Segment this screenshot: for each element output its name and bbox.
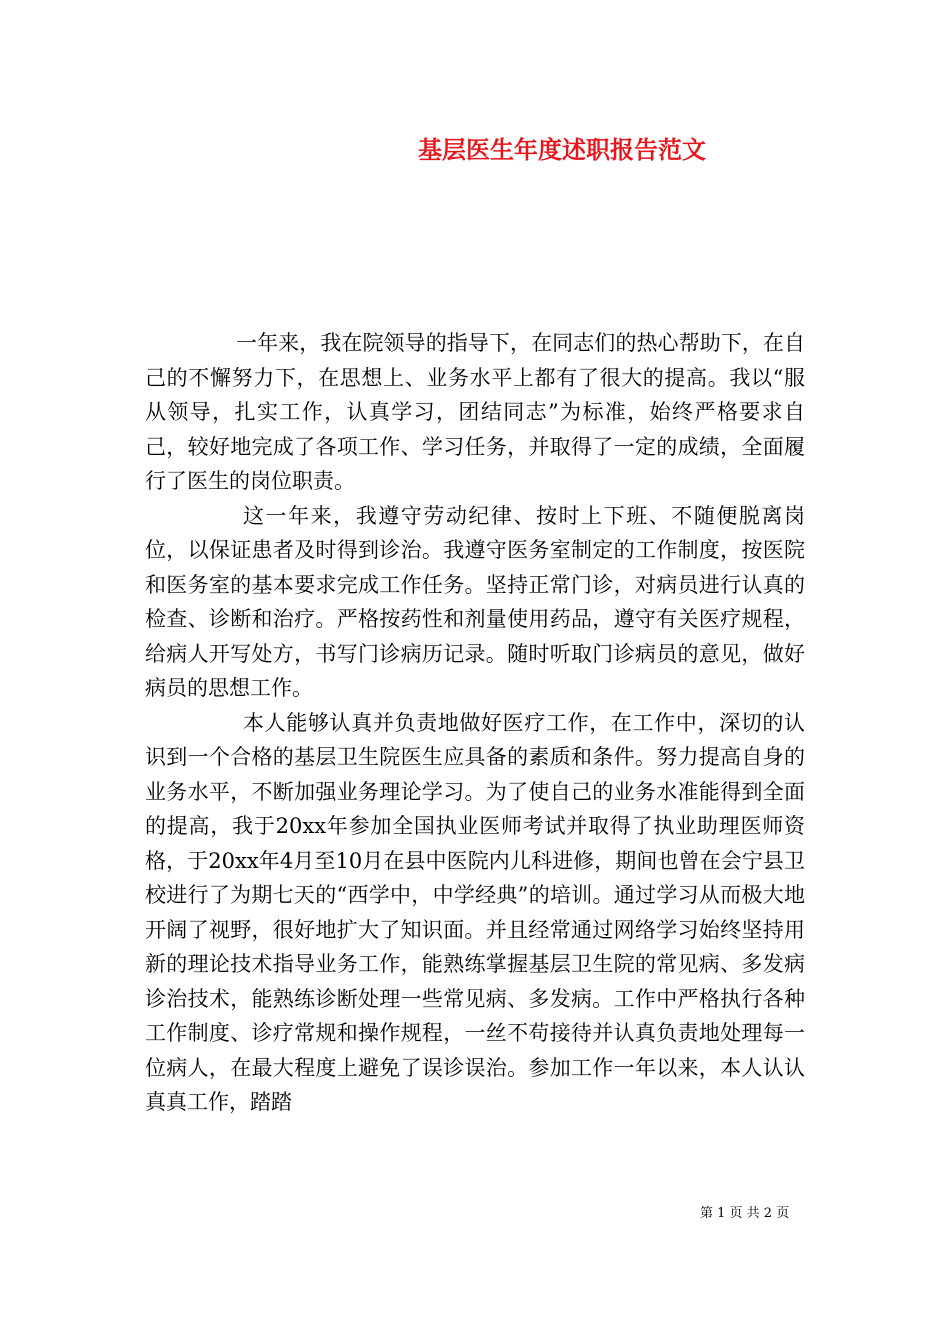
paragraph-3: 本人能够认真并负责地做好医疗工作，在工作中，深切的认识到一个合格的基层卫生院医生应具备的素质和条件。努力提高自身的业务水平，不断加强业务理论学习。为了使自己的业务水准能得到全面的提高，我于20xx年参加全国执业医师考试并取得了执业助理医师资格，于20xx年4月至10月在县中医院内儿科进修，期间也曾在会宁县卫校进行了为期七天的“西学中，中学经典”的培训。通过学习从而极大地开阔了视野，很好地扩大了知识面。并且经常通过网络学习始终坚持用新的理论技术指导业务工作，能熟练掌握基层卫生院的常见病、多发病诊治技术，能熟练诊断处理一些常见病、多发病。工作中严格执行各种工作制度、诊疗常规和操作规程，一丝不苟接待并认真负责地处理每一位病人，在最大程度上避免了误诊误治。参加工作一年以来，本人认认真真工作，踏踏 bbox=[145, 710, 805, 1114]
paragraph-1: 一年来，我在院领导的指导下，在同志们的热心帮助下，在自己的不懈努力下，在思想上、业务水平上都有了很大的提高。我以“服从领导，扎实工作，认真学习，团结同志”为标准，始终严格要求自己，较好地完成了各项工作、学习任务，并取得了一定的成绩，全面履行了医生的岗位职责。 bbox=[145, 331, 805, 493]
page-number: 第 1 页 共 2 页 bbox=[700, 1206, 790, 1221]
document-body bbox=[145, 326, 805, 1120]
document-title: 基层医生年度述职报告范文 bbox=[418, 135, 706, 164]
paragraph-2: 这一年来，我遵守劳动纪律、按时上下班、不随便脱离岗位，以保证患者及时得到诊治。我遵守医务室制定的工作制度，按医院和医务室的基本要求完成工作任务。坚持正常门诊，对病员进行认真的检查、诊断和治疗。严格按药性和剂量使用药品，遵守有关医疗规程，给病人开写处方，书写门诊病历记录。随时听取门诊病员的意见，做好病员的思想工作。 bbox=[145, 503, 805, 700]
